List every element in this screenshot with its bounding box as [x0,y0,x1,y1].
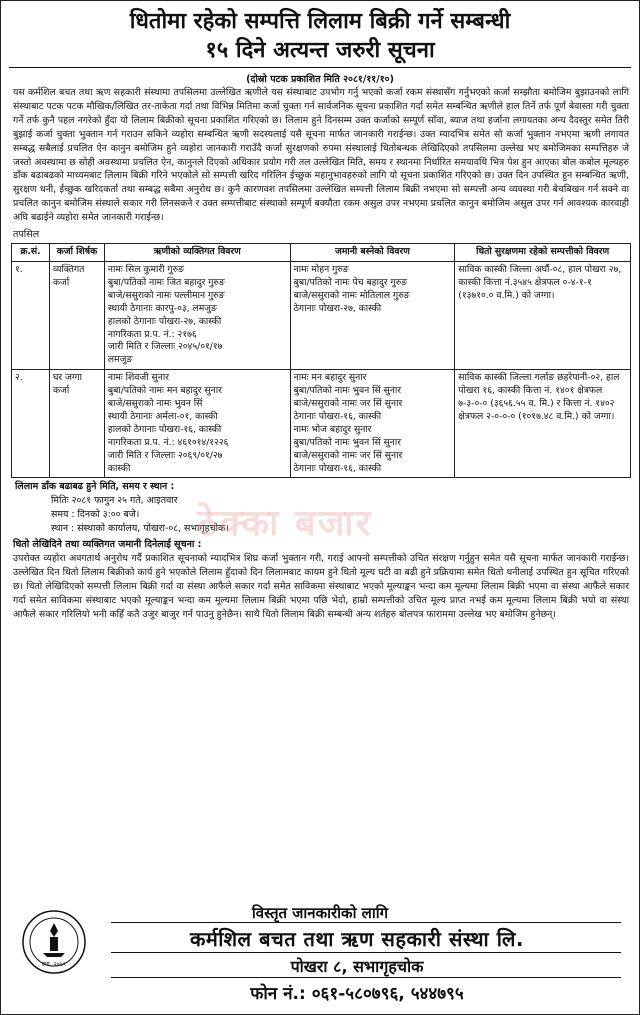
footer-divider [111,952,621,953]
row-guarantor [290,261,455,369]
table-header-row [12,244,631,262]
publish-date: (दोस्रो पटक प्रकाशित मिति २०८१/११/१०) [246,74,394,85]
footer-divider [111,922,621,923]
col-header-guarantor: जमानी बस्नेको विवरण [290,244,455,262]
guarantor-line: बाजे/ससुराको नामः मोतिलाल गुरुङ [293,289,410,301]
row-collateral: साविक कास्की जिल्ला गर्लाङ छहरेपानी-०२, हाल पोखरा १६, कास्की कित्ता नं. १४०१ क्षेत्रफल ७-३-०-० (३६५६.५५ व. मि.) र कित्ता नं. १४०२ क्षेत्रफल २-०-०-० (१०१७.४८ व.मि.) को जग्गा। [455,370,631,478]
guarantor-line: बाजे/ससुराको नामः जर सिं सुनार [293,398,403,410]
guarantor-line: बुबा/पतिको नामः भुवन सिं सुनार [293,385,402,397]
seal-text: स्था. २०६९ [42,961,66,968]
borrower-line: नामः सिल कुमारी गुरुङ [107,263,184,275]
intro-paragraph [1,85,639,225]
row-loan-type: व्यक्तिगत कर्जा [49,261,104,369]
auction-details [1,478,639,536]
organization-phone: फोन नं.: ०६१-५८०७९६, ५४४७९५ [250,984,464,1004]
organization-name: कर्मशिल बचत तथा ऋण सहकारी संस्था लि. [189,927,525,951]
guarantor-line: ठेगानाः पोखरा-१६, कास्की [293,462,382,474]
footer [1,899,639,1014]
row-sn: २. [12,370,50,478]
borrower-line: जारी मिति र जिल्लाः २०४५/०१/१७ [107,341,223,353]
guarantor-notice [1,551,639,622]
table-row [12,370,631,478]
guarantor-line: नामः मोहन गुरुङ [293,263,349,275]
col-header-loan: कर्जा शिर्षक [49,244,104,262]
borrower-line: नागरिकता प्र.प. नं.: २१७६ [107,328,197,340]
watermark: ठेक्का बजार [197,503,373,544]
borrower-line: बाजे/ससुराको नामः भुवन सिं [107,398,203,410]
guarantor-line: नामः मन बहादुर सुनार [293,372,367,384]
borrower-line: बाजे/ससुराको नामः पल्लीमान गुरुङ [107,289,225,301]
borrower-line: नागरिकता प्र.प. नं.: ४६१०१४/१२२६ [107,436,229,448]
table-row [12,261,631,369]
guarantor-line: बाजे/ससुराको नामः जर सिं सुनार [293,449,403,461]
row-borrower [104,261,290,369]
borrower-line: कास्की [107,462,131,474]
footer-divider [111,977,621,978]
notice-title: धितोमा रहेको सम्पत्ति लिलाम बिक्री गर्ने सम्बन्धी [129,9,511,34]
notice-subtitle: १५ दिने अत्यन्त जरुरी सूचना [205,38,435,63]
borrower-line: स्थायी ठेगानाः अर्मला-०१, कास्की [107,410,218,422]
guarantor-line: नामः भोज बहादुर सुनार [293,423,372,435]
auction-date: मितिः २०८१ फागुन २५ गते, आइतवार [51,495,178,507]
auction-heading: लिलाम डाँक बढाबढ हुने मिति, समय र स्थान : [15,481,175,493]
row-sn: १. [12,261,50,369]
intro-text: यस कर्मशिल बचत तथा ऋण सहकारी संस्थामा तपसिलमा उल्लेखित ऋणीले यस संस्थाबाट उपभोग गर्नु भएको कर्जा रकम संस्थासँग गर्नुभएको कर्जा सम्झौता बमोजिम बुझाउनको लागि संस्थाबाट पटक पटक मौखिक/लिखित तर-ताकेता गर्दा तथा विभिन्न मितिमा कर्जा चुक्ता गर्न सार्वजनिक सूचना प्रकाशित गर्दा समेत सम्बन्धित ऋणीले हाल तिर्ने तर्फ पूर्ण बेवास्ता गरी चुक्ता गर्ने तर्फ कुनै पहल नगरेको हुँदा यो लिलाम बिक्रीको सूचना प्रकाशित गरिएको छ। लिलाम हुने दिनसम्म उक्त कर्जाको सम्पूर्ण साँवा, ब्याज तथा हर्जाना लगायतका अन्य दैदस्तुर समेत तिरी बुझाई कर्जा चुक्ता भुक्तान गर्न गराउन सकिने व्यहोरा सम्बन्धित ऋणी सदस्यलाई यसै सूचना मार्फत जानकारी गराईन्छ। उक्त म्यादभित्र समेत सो कर्जा भुक्तान नभएमा ऋणी लगायत सम्बद्ध सबैलाई प्रचलित ऐन कानुन बमोजिम हुने व्यहोरा जानकारी गराउँदै कर्जा सुरक्षणको रुपमा संस्थालाई धितोबन्धक लेखिदिएको तपसिलमा उल्लेख भए बमोजिमका सम्पत्तिहरु जे जस्तो अवस्थामा छ सोही अवस्थामा प्रचलित ऐन, कानुनले दिएको अधिकार प्रयोग गरी तल उल्लेखित मिति, समय र स्थानमा निर्धारित समयावधि भित्र पेश हुन आएका बोल कबोल मूल्यहरु डाँक बढाबढको माध्यमबाट लिलाम बिक्री गरिने भएकोले सो सम्पत्ती खरिद गरिलिन ईच्छुक महानुभावहरुको लागि यो सूचना प्रकाशित गरिएको छ। उक्त दिन उपस्थित हुन सम्बन्धित ऋणी, सुरक्षण धनी, ईच्छुक खरिदकर्ता तथा सम्बद्ध सबैमा अनुरोध छ। कुनै कारणवश तपसिलमा उल्लेखित सम्पत्ती लिलाम बिक्री नभएमा सो सम्पत्ती अन्य व्यवस्था गरी बेचबिखन गर्न सक्ने वा प्रचलित कानुन बमोजिम संस्थाले सकार गरी लिनसकने र उक्त सम्पत्तीबाट संस्थाको सम्पूर्ण बक्यौता रकम असुल उपर नभएमा प्रचलित कानुन बमोजिम असुल उपर गर्न आवश्यक कारवाही अघि बढाईने व्यहोरा समेत जानकारी गराईन्छ। [13,87,629,224]
title-divider [9,67,631,68]
guarantor-notice-text: उपरोक्त व्यहोरा अवगतार्थ अनुरोध गर्दै प्रकाशित सूचनाको म्यादभित्र शिघ्र कर्जा भुक्तान गरी, गराई आफ्नो सम्पत्तीको उचित संरक्षण गर्नुहुन समेत यसै सूचना मार्फत जानकारी गराईन्छ। उल्लेखित दिन धितो लिलाम बिक्रीको कार्य हुने भएकोले लिलाम हुँदाको दिन लिलामबाट कायम हुने धितो मूल्य घटी वा बढी हुने प्रक्रियामा समेत धितो धनीलाई उपस्थित हुन सूचित गरिएको छ। धितो लेखिदिएको सम्पत्ती लिलाम बिक्री गर्दा वा संस्था आफैले सकार गर्दा समेत साविकमा संस्थाबाट भएको मूल्याङ्कन भन्दा कम मूल्यमा लिलाम बिक्री भएमा वा संस्था आफैंले सकार गर्दा समेत साविकमा संस्थाबाट भएको मूल्याङ्कन भन्दा कम मूल्यमा लिलाम बिक्री भएमा पछि भेदो, हाम्रो सम्पत्तीको उचित मूल्य प्राप्त नभई कम मूल्यमा लिलाम बिक्री भयो वा संस्था आफैले सकार गरिलियो भनी कहिँ कतै उजुर बाजुर गर्न पाउनु हुनेछैन। साथै धितो लिलाम बिक्री सम्बन्धी अन्य शर्तहरु बोलपत्र फाराममा उल्लेख भए बमोजिम हुनेछन्। [13,553,629,621]
guarantor-notice-heading: धितो लेखिदिने तथा व्यक्तिगत जमानी दिनेलाई सूचना : [13,539,202,551]
col-header-collateral: धितो सुरक्षणमा रहेको सम्पत्तीको विवरण [455,244,631,262]
guarantor-line: बुबा/पतिको नामः भुवन सिं सुनार [293,436,402,448]
borrower-line: हालको ठेगानाः पोखरा-१६, कास्की [107,423,222,435]
borrower-line: बुबा/पतिको नामः जित बहादुर गुरुङ [107,276,225,288]
borrower-line: लमजुङ [107,354,133,366]
organization-address: पोखरा ८, सभागृहचोक [290,957,424,976]
auction-place: स्थान : संस्थाको कार्यालय, पोखरा-०८, सभागृहचोक। [51,523,229,535]
property-table [11,243,631,478]
row-guarantor [290,370,455,478]
schedule-label: तपसिल [13,229,40,241]
auction-time: समय : दिनको ३:०० बजे। [51,509,140,521]
borrower-line: बुबा/पतिको नामः मन बहादुर सुनार [107,385,222,397]
guarantor-line: ठेगानाः पोखरा-२७, कास्की [293,302,382,314]
borrower-line: जारी मिति र जिल्लाः २०६९/०१/२७ [107,449,223,461]
guarantor-line: बुबा/पतिको नामः पेच बहादुर गुरुङ [293,276,408,288]
borrower-line: हालको ठेगानाः पोखरा-२७, कास्की [107,315,222,327]
borrower-line: नामः शिवजी सुनार [107,372,169,384]
borrower-line: स्थायी ठेगानाः कारपु-०३, लमजुङ [107,302,217,314]
guarantor-line: ठेगानाः पोखरा-१६, कास्की [293,410,382,422]
col-header-sn: क्र.सं. [12,244,50,262]
row-borrower [104,370,290,478]
contact-label: विस्तृत जानकारीको लागि [251,904,389,922]
row-loan-type: घर जग्गा कर्जा [49,370,104,478]
row-collateral: साविक कास्की जिल्ला अर्घौ-०८, हाल पोखरा २७, कास्की कित्ता नं.३५४५ क्षेत्रफल ०-४-१-१ (१३७१०.० व.मि.) को जग्गा। [455,261,631,369]
col-header-borrower: ऋणीको व्यक्तिगत विवरण [104,244,290,262]
